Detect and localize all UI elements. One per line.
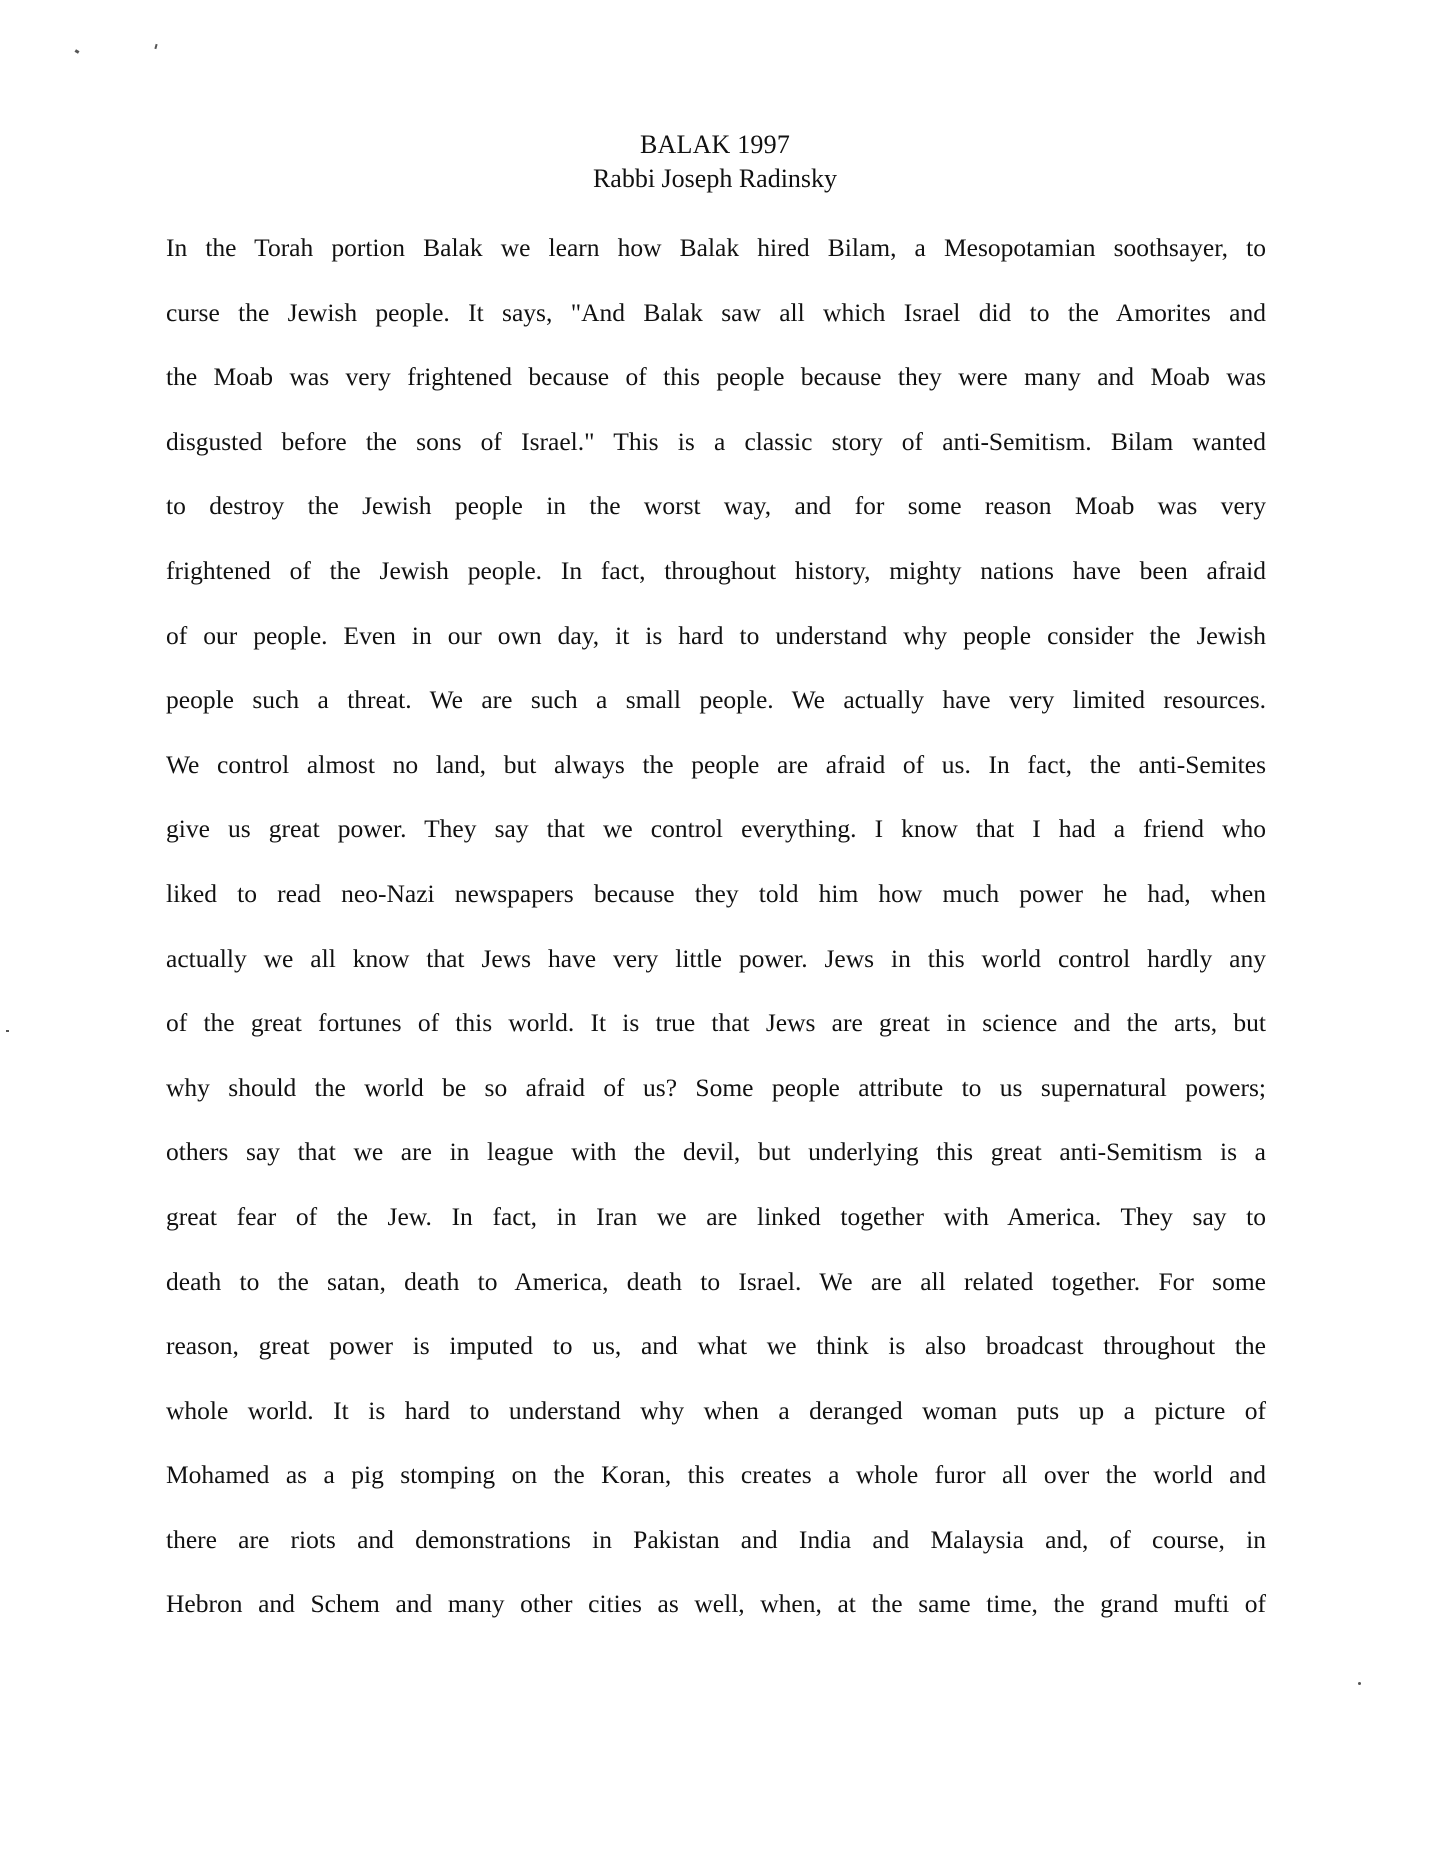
- scan-speck: [6, 1030, 9, 1032]
- document-body: [166, 228, 1266, 1649]
- scan-speck: [154, 44, 157, 49]
- document-title: BALAK 1997: [639, 130, 791, 159]
- text-line: of the great fortunes of this world. It is true that Jews are great in science and the arts, but: [166, 1008, 1266, 1038]
- text-line: people such a threat. We are such a small people. We actually have very limited resources.: [166, 685, 1266, 715]
- text-line: We control almost no land, but always the people are afraid of us. In fact, the anti-Semites: [166, 749, 1266, 779]
- text-line: others say that we are in league with the devil, but underlying this great anti-Semitism is a: [166, 1137, 1266, 1167]
- text-line: actually we all know that Jews have very little power. Jews in this world control hardly any: [166, 943, 1266, 973]
- text-line: give us great power. They say that we control everything. I know that I had a friend who: [166, 814, 1266, 844]
- document-header: [0, 128, 1430, 196]
- text-line: disgusted before the sons of Israel." This is a classic story of anti-Semitism. Bilam wanted: [166, 426, 1266, 456]
- text-line: death to the satan, death to America, death to Israel. We are all related together. For some: [166, 1266, 1266, 1296]
- text-line: the Moab was very frightened because of this people because they were many and Moab was: [166, 362, 1266, 392]
- scan-speck: [1358, 1682, 1361, 1685]
- text-line: whole world. It is hard to understand why when a deranged woman puts up a picture of: [166, 1395, 1266, 1425]
- text-line: reason, great power is imputed to us, and what we think is also broadcast throughout the: [166, 1331, 1266, 1361]
- text-line: there are riots and demonstrations in Pakistan and India and Malaysia and, of course, in: [166, 1524, 1266, 1554]
- text-line: curse the Jewish people. It says, "And Balak saw all which Israel did to the Amorites and: [166, 297, 1266, 327]
- text-line: liked to read neo-Nazi newspapers because they told him how much power he had, when: [166, 878, 1266, 908]
- text-line: great fear of the Jew. In fact, in Iran we are linked together with America. They say to: [166, 1201, 1266, 1231]
- text-line: Mohamed as a pig stomping on the Koran, this creates a whole furor all over the world and: [166, 1460, 1266, 1490]
- scan-speck: [75, 49, 80, 54]
- text-line: of our people. Even in our own day, it is hard to understand why people consider the Jewish: [166, 620, 1266, 650]
- document-author: Rabbi Joseph Radinsky: [592, 164, 838, 193]
- text-line: why should the world be so afraid of us? Some people attribute to us supernatural powers;: [166, 1072, 1266, 1102]
- text-line: frightened of the Jewish people. In fact, throughout history, mighty nations have been afraid: [166, 555, 1266, 585]
- text-line: to destroy the Jewish people in the worst way, and for some reason Moab was very: [166, 491, 1266, 521]
- text-line: Hebron and Schem and many other cities as well, when, at the same time, the grand mufti of: [166, 1589, 1266, 1619]
- text-line: In the Torah portion Balak we learn how Balak hired Bilam, a Mesopotamian soothsayer, to: [166, 233, 1266, 262]
